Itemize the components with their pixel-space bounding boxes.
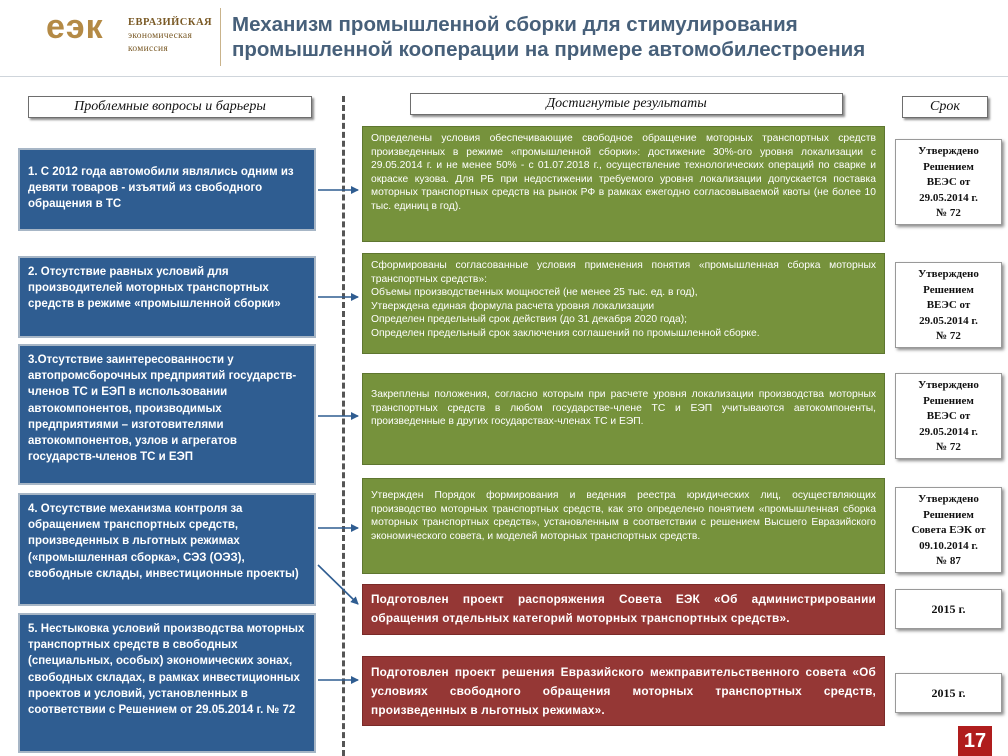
problem-text-2: 2. Отсутствие равных условий для производителей моторных транспортных средств в режиме «промышленной сборки»	[28, 266, 281, 311]
slide-title-line-1: Механизм промышленной сборки для стимулирования	[232, 13, 798, 36]
term-1-line-4: 29.05.2014 г.	[919, 191, 978, 204]
term-2-line-4: 29.05.2014 г.	[919, 314, 978, 327]
result-text-4: Утвержден Порядок формирования и ведения реестра юридических лиц, осуществляющих производство моторных транспортных средств, как это определено понятием «промышленная сборка моторных транспортных средств», установленным в соответствии с решением Высшего Евразийского экономического совета, и моделей моторных транспортных средств.	[371, 490, 876, 542]
term-5-line-1: 2015 г.	[931, 602, 966, 616]
column-divider	[342, 96, 345, 756]
problem-box-4	[18, 493, 316, 606]
problem-text-3: 3.Отсутствие заинтересованности у автопромсборочных предприятий государств-членов ТС и ЕЭП в использовании автокомпонентов, производимых предприятиями – изготовителями автокомпонентов, узлов и агрегатов государств-членов ТС и ЕЭП	[28, 354, 297, 464]
term-3-line-4: 29.05.2014 г.	[919, 425, 978, 438]
result-box-5	[362, 584, 885, 635]
header-rule	[0, 76, 1008, 77]
term-box-2	[895, 262, 1002, 348]
result-2-line-5: Определен предельный срок заключения соглашений по промышленной сборке.	[371, 327, 760, 339]
result-text-1: Определены условия обеспечивающие свободное обращение моторных транспортных средств произведенных в режиме «промышленной сборки»: достижение 30%-ого уровня локализации с 29.05.2014 г. и не менее 50% - с 01.07.2018 г., осуществление технологических операций по сварке и окраске кузова. Для РБ при недостижении требуемого уровня локализации допускается поставка моторных транспортных средств на рынок РФ в рамках ежегодно согласовываемой квоты (не более 10 тыс. единиц в год).	[371, 133, 876, 212]
term-1-line-5: № 72	[936, 207, 961, 219]
column-header-term: Срок	[902, 96, 988, 118]
term-3-line-1: Утверждено	[918, 379, 979, 391]
logo-text-line-2: экономическая	[128, 31, 193, 41]
term-2-line-2: Решением	[923, 283, 974, 296]
term-2-line-3: ВЕЭС от	[926, 299, 971, 311]
term-box-3	[895, 373, 1002, 459]
term-1-line-3: ВЕЭС от	[926, 176, 971, 188]
result-2-line-4: Определен предельный срок действия (до 31 декабря 2020 года);	[371, 314, 688, 326]
result-box-4	[362, 478, 885, 574]
term-2-line-1: Утверждено	[918, 268, 979, 280]
term-4-line-3: Совета ЕЭК от	[911, 524, 986, 536]
slide-title-line-2: промышленной кооперации на примере автомобилестроения	[232, 38, 866, 61]
term-box-1	[895, 139, 1002, 225]
result-2-line-3: Утверждена единая формула расчета уровня локализации	[371, 300, 655, 312]
logo-text-line-3: комиссия	[128, 44, 169, 54]
problem-text-5: 5. Нестыковка условий производства моторных транспортных средств в свободных (специальных, особых) экономических зонах, свободных складах, в рамках инвестиционных проектов и условий, установленных в соответствии с Решением от 29.05.2014 г. № 72	[28, 623, 305, 717]
term-4-line-5: № 87	[936, 555, 961, 567]
result-box-1	[362, 126, 885, 242]
arrow-4b	[318, 565, 358, 604]
result-2-line-1: Сформированы согласованные условия применения понятия «промышленная сборка моторных транспортных средств»:	[371, 260, 876, 285]
term-1-line-2: Решением	[923, 160, 974, 173]
column-header-results: Достигнутые результаты	[410, 93, 843, 115]
term-4-line-2: Решением	[923, 508, 974, 521]
logo-text-line-1: ЕВРАЗИЙСКАЯ	[128, 17, 213, 28]
result-box-2	[362, 253, 885, 354]
eek-logo-mark: еэк	[46, 8, 104, 46]
problem-text-1: 1. С 2012 года автомобили являлись одним из девяти товаров - изъятий из свободного обращения в ТС	[28, 166, 294, 211]
term-3-line-2: Решением	[923, 394, 974, 407]
problem-text-4: 4. Отсутствие механизма контроля за обращением транспортных средств, произведенных в льготных режимах («промышленная сборка», СЭЗ (ОЭЗ), свободные склады, инвестиционные проекты)	[28, 503, 299, 580]
term-3-line-3: ВЕЭС от	[926, 410, 971, 422]
term-box-6	[895, 673, 1002, 713]
logo-divider	[220, 8, 221, 66]
term-2-line-5: № 72	[936, 330, 961, 342]
term-1-line-1: Утверждено	[918, 145, 979, 157]
term-box-4	[895, 487, 1002, 573]
result-text-5: Подготовлен проект распоряжения Совета ЕЭК «Об администрировании обращения отдельных категорий моторных транспортных средств».	[371, 592, 876, 625]
term-3-line-5: № 72	[936, 441, 961, 453]
problem-box-2	[18, 256, 316, 338]
term-4-line-4: 09.10.2014 г.	[919, 539, 978, 552]
result-2-line-2: Объемы производственных мощностей (не менее 25 тыс. ед. в год),	[371, 287, 698, 299]
problem-box-3	[18, 344, 316, 485]
term-box-5	[895, 589, 1002, 629]
page-number-badge: 17	[958, 726, 992, 756]
term-6-line-1: 2015 г.	[931, 686, 966, 700]
result-box-6	[362, 656, 885, 726]
problem-box-5	[18, 613, 316, 753]
slide-title	[232, 12, 1002, 62]
result-text-6: Подготовлен проект решения Евразийского межправительственного совета «Об условиях свободного обращения моторных транспортных средств, произведенных в льготных режимах».	[371, 665, 876, 717]
result-box-3	[362, 373, 885, 465]
result-text-3: Закреплены положения, согласно которым при расчете уровня локализации производства моторных транспортных средств в любом государстве-члене ТС и ЕЭП учитываются автокомпоненты, произведенные в других государствах-членах ТС и ЕЭП.	[371, 389, 876, 428]
term-4-line-1: Утверждено	[918, 493, 979, 505]
problem-box-1	[18, 148, 316, 231]
column-header-problems: Проблемные вопросы и барьеры	[28, 96, 312, 118]
